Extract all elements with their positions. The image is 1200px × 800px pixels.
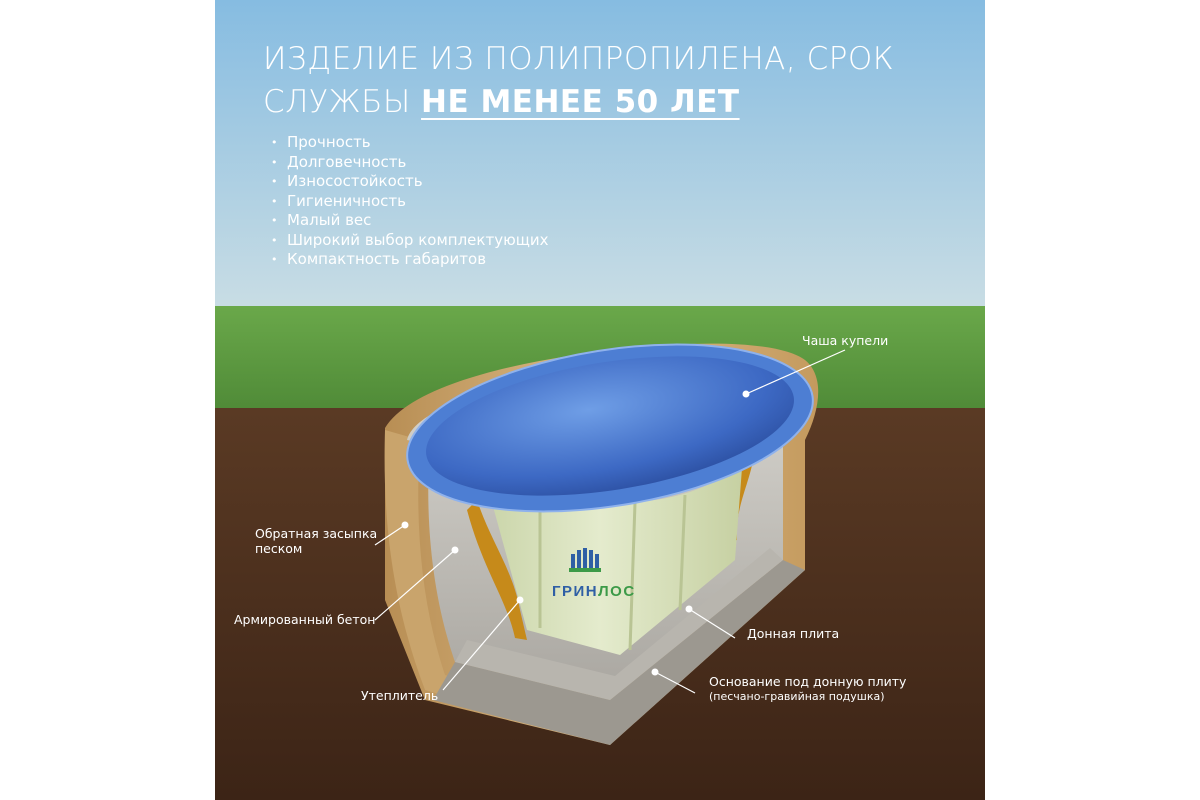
callout-base-sub: (песчано-гравийная подушка) (709, 690, 885, 703)
callout-insulation: Утеплитель (361, 688, 439, 703)
logo-text-part2: ЛОС (598, 583, 636, 600)
headline-line2 (263, 81, 953, 124)
feature-item: • Прочность (271, 133, 371, 151)
callout-backfill-line2: песком (255, 541, 303, 556)
callout-base (709, 674, 906, 704)
svg-text:ГРИНЛОС (552, 583, 636, 600)
infographic-panel (215, 0, 985, 800)
feature-item: • Компактность габаритов (271, 250, 487, 268)
headline-line2-prefix: СЛУЖБЫ (263, 84, 422, 120)
feature-item: • Долговечность (271, 152, 407, 171)
feature-item: • Износостойкость (271, 172, 423, 190)
callout-backfill (255, 526, 377, 556)
feature-item: • Малый вес (271, 211, 372, 229)
logo-text-part1: ГРИН (552, 583, 599, 600)
feature-list (271, 133, 548, 270)
callout-concrete: Армированный бетон (234, 612, 376, 627)
callout-bottom-slab: Донная плита (747, 626, 840, 641)
headline-line1: ИЗДЕЛИЕ ИЗ ПОЛИПРОПИЛЕНА, СРОК (263, 41, 895, 77)
headline-highlight: НЕ МЕНЕЕ 50 ЛЕТ (421, 84, 740, 120)
callout-backfill-line1: Обратная засыпка (255, 526, 378, 541)
headline (263, 38, 953, 124)
feature-item: • Широкий выбор комплектующих (271, 230, 549, 249)
callout-bowl: Чаша купели (802, 333, 889, 348)
feature-item: • Гигиеничность (271, 191, 406, 210)
callout-base-line1: Основание под донную плиту (709, 674, 907, 689)
